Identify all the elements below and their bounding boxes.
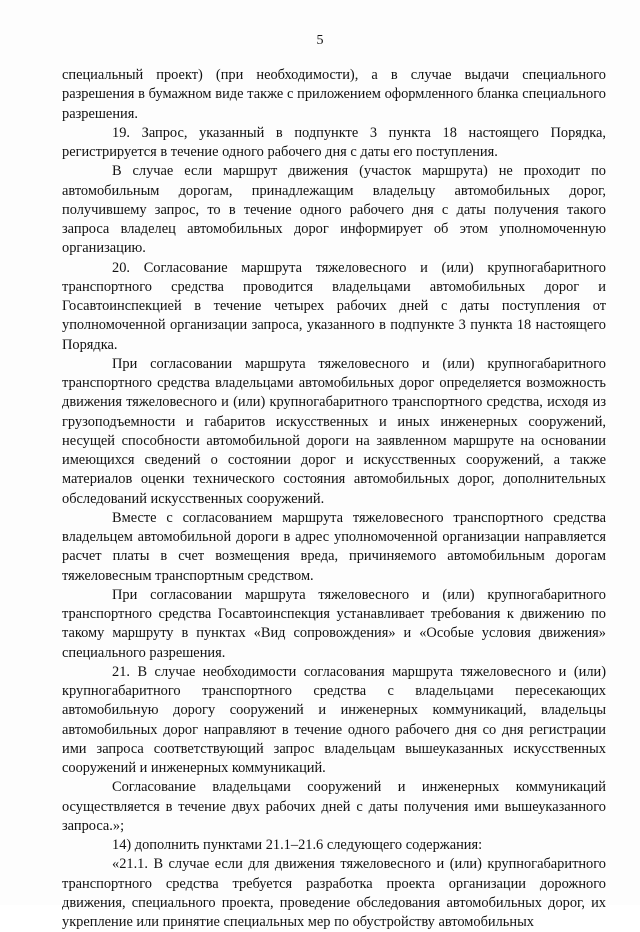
document-body (62, 66, 606, 932)
paragraph-item-20: 20. Согласование маршрута тяжеловесного и (или) крупногабаритного транспортного средства проводится владельцами автомобильных дорог и Госавтоинспекцией в течение четырех рабочих дней с даты поступления от уполномоченной организации запроса, указанного в подпункте 3 пункта 18 настоящего Порядка. (62, 259, 606, 353)
paragraph-route-approval-owners: При согласовании маршрута тяжеловесного и (или) крупногабаритного транспортного средства владельцами автомобильных дорог определяется возможность движения тяжеловесного и (или) крупногабаритного транспортного средства, исходя из грузоподъемности и габаритов искусственных и иных инженерных сооружений, несущей способности автомобильной дороги на заявленном маршруте на основании имеющихся сведений о состоянии дорог и искусственных сооружений, а также материалов оценки технического состояния автомобильных дорог, дополнительных обследований искусственных сооружений. (62, 355, 606, 507)
paragraph-traffic-police-requirements: При согласовании маршрута тяжеловесного и (или) крупногабаритного транспортного средства Госавтоинспекция устанавливает требования к движению по такому маршруту в пунктах «Вид сопровождения» и «Особые условия движения» специального разрешения. (62, 586, 606, 661)
paragraph-continuation: специальный проект) (при необходимости), а в случае выдачи специального разрешения в бумажном виде также с приложением оформленного бланка специального разрешения. (62, 67, 606, 122)
paragraph-damage-fee: Вместе с согласованием маршрута тяжеловесного транспортного средства владельцем автомобильной дороги в адрес уполномоченной организации направляется расчет платы в счет возмещения вреда, причиняемого автомобильным дорогам тяжеловесным транспортным средством. (62, 509, 606, 584)
paragraph-structures-approval: Согласование владельцами сооружений и инженерных коммуникаций осуществляется в течение двух рабочих дней с даты получения ими вышеуказанного запроса.»; (62, 779, 606, 834)
paragraph-route-not-passing: В случае если маршрут движения (участок маршрута) не проходит по автомобильным дорогам, принадлежащим владельцу автомобильных дорог, получившему запрос, то в течение одного рабочего дня с даты получения такого запроса владелец автомобильных дорог информирует об этом уполномоченную организацию. (62, 163, 606, 257)
paragraph-item-21: 21. В случае необходимости согласования маршрута тяжеловесного и (или) крупногабаритного транспортного средства с владельцами пересекающих автомобильную дорогу сооружений и инженерных коммуникаций, владельцы автомобильных дорог направляют в течение одного рабочего дня со дня регистрации ими запроса соответствующий запрос владельцам вышеуказанных искусственных сооружений и инженерных коммуникаций. (62, 663, 606, 776)
paragraph-amendment-14: 14) дополнить пунктами 21.1–21.6 следующего содержания: (112, 837, 483, 853)
paragraph-item-21-1: «21.1. В случае если для движения тяжеловесного и (или) крупногабаритного транспортного средства требуется разработка проекта организации дорожного движения, специального проекта, проведение обследования автомобильных дорог, их укрепление или принятие специальных мер по обустройству автомобильных (62, 856, 606, 930)
paragraph-item-19: 19. Запрос, указанный в подпункте 3 пункта 18 настоящего Порядка, регистрируется в течение одного рабочего дня с даты его поступления. (62, 124, 606, 160)
page-number: 5 (316, 33, 324, 48)
